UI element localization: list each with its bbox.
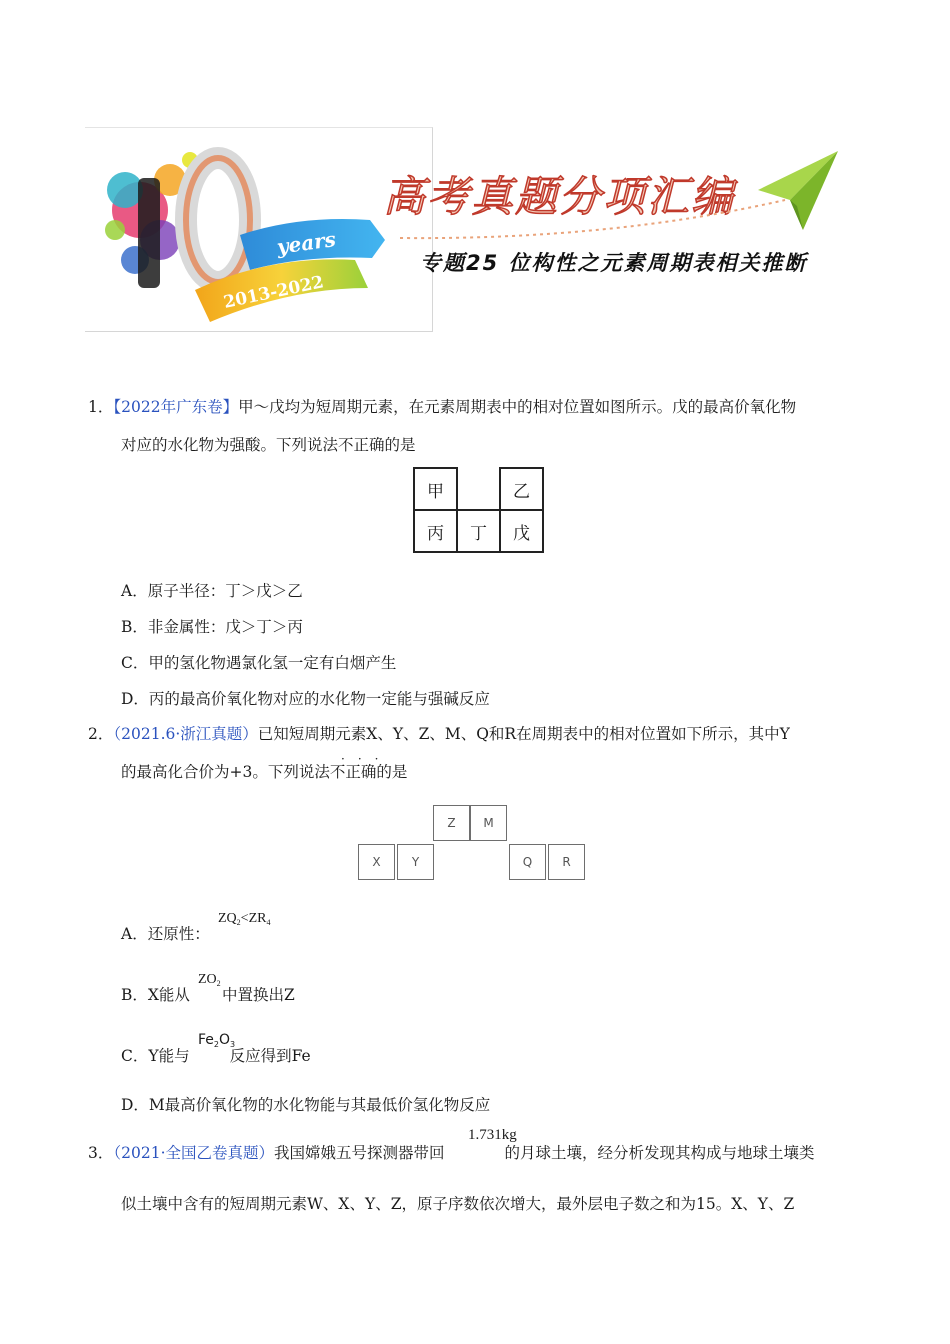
formula-zo2: $ZO_2$ — [198, 972, 221, 988]
formula-fe2o3: $Fe_2O_3$ — [198, 1032, 236, 1049]
question-1-source: 【2022年广东卷】 — [113, 398, 239, 416]
question-2-option-b[interactable]: B．X能从 中置换出Z — [121, 986, 295, 1004]
table-cell-yi: 乙 — [500, 468, 543, 510]
question-3-stem-line-2: 似土壤中含有的短周期元素W、X、Y、Z，原子序数依次增大，最外层电子数之和为15。X、Y、Z — [121, 1195, 795, 1213]
question-1-option-a[interactable]: A．原子半径：丁＞戊＞乙 — [121, 582, 303, 600]
question-1-line-1 — [88, 397, 796, 417]
banner-subtitle: 专题25 位构性之元素周期表相关推断 — [420, 251, 808, 275]
cell-y: Y — [397, 844, 434, 880]
logo-years-text: years — [275, 226, 338, 259]
cell-r: R — [548, 844, 585, 880]
question-3-stem-part-2: 的月球土壤，经分析发现其构成与地球土壤类 — [504, 1144, 815, 1162]
question-2-line-1 — [88, 724, 790, 744]
cell-q: Q — [509, 844, 546, 880]
cell-z: Z — [433, 805, 470, 841]
table-cell-ding: 丁 — [457, 510, 500, 552]
question-2-stem-line-2: 的最高化合价为+3。下列说法不正确的是 — [121, 763, 408, 781]
table-cell-jia: 甲 — [414, 468, 457, 510]
question-2-number: 2． — [88, 725, 114, 743]
digit-one-shape — [138, 178, 160, 288]
question-1-stem-line-2: 对应的水化物为强酸。下列说法不正确的是 — [121, 436, 416, 454]
emphasis-dots: ··· — [341, 752, 392, 766]
question-2-source: （2021.6·浙江真题） — [113, 725, 258, 743]
paper-plane-icon — [755, 148, 845, 238]
cell-m: M — [470, 805, 507, 841]
question-1-number: 1． — [88, 398, 114, 416]
banner-title: 高考真题分项汇编 — [383, 172, 736, 221]
table-cell-empty — [457, 468, 500, 510]
question-2-option-c[interactable]: C．Y能与 反应得到Fe — [121, 1047, 311, 1065]
formula-zq2-zr4: $ZQ_2<ZR_4$ — [218, 911, 271, 927]
question-3-number: 3． — [88, 1144, 114, 1162]
question-1-option-d[interactable]: D．丙的最高价氧化物对应的水化物一定能与强碱反应 — [121, 690, 490, 708]
question-1-option-c[interactable]: C．甲的氢化物遇氯化氢一定有白烟产生 — [121, 654, 397, 672]
question-2-stem: 已知短周期元素X、Y、Z、M、Q和R在周期表中的相对位置如下所示，其中Y — [257, 725, 790, 743]
question-3-line-1 — [88, 1143, 815, 1163]
question-1-option-b[interactable]: B．非金属性：戊＞丁＞丙 — [121, 618, 303, 636]
logo-range-text: 2013-2022 — [221, 272, 326, 313]
question-3-stem-part-1: 我国嫦娥五号探测器带回 — [274, 1144, 445, 1162]
cell-x: X — [358, 844, 395, 880]
ten-years-logo — [100, 140, 400, 325]
question-2-option-d[interactable]: D．M最高价氧化物的水化物能与其最低价氢化物反应 — [121, 1096, 491, 1114]
table-cell-bing: 丙 — [414, 510, 457, 552]
mass-value: 1.731kg — [468, 1127, 517, 1143]
question-2-option-a[interactable]: A．还原性： — [121, 925, 210, 943]
question-1-stem: 甲～戊均为短周期元素，在元素周期表中的相对位置如图所示。戊的最高价氧化物 — [238, 398, 797, 416]
question-1-periodic-table — [413, 467, 544, 553]
question-3-source: （2021·全国乙卷真题） — [113, 1144, 274, 1162]
table-cell-wu: 戊 — [500, 510, 543, 552]
